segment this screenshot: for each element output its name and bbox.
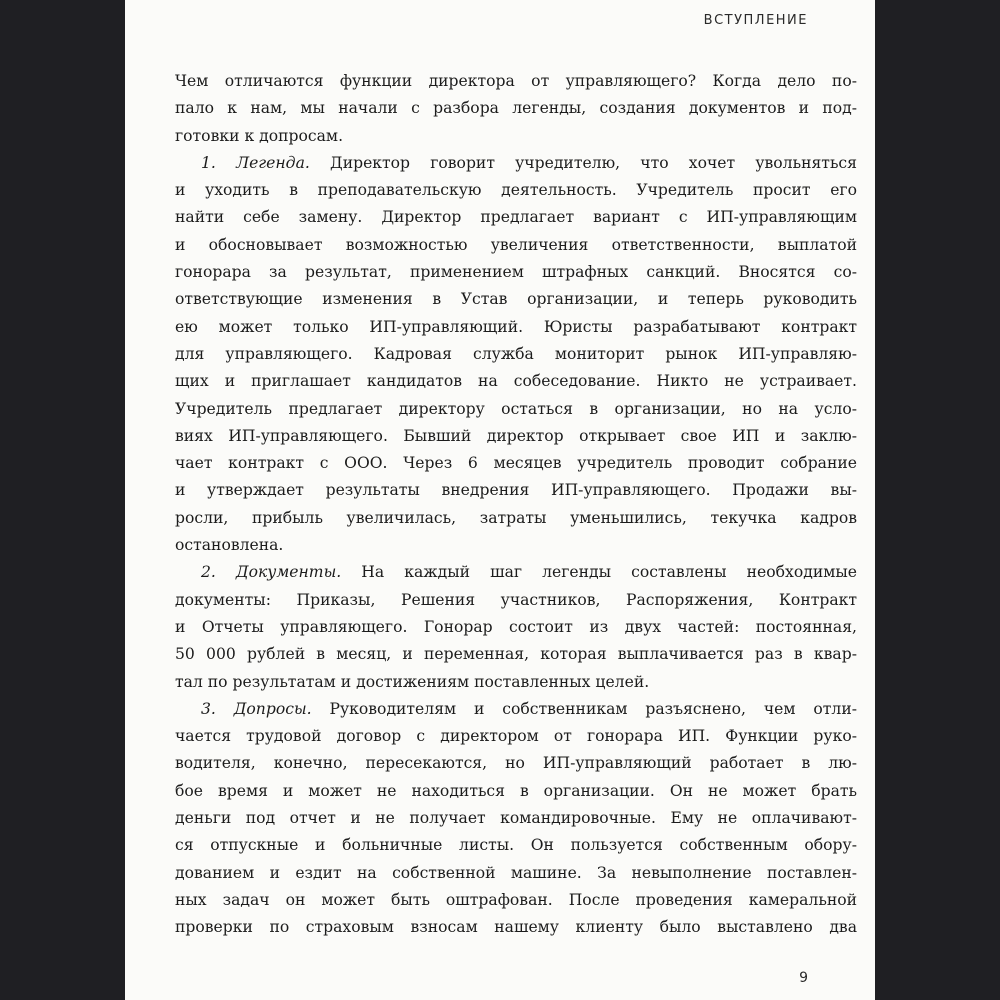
text-line: и Отчеты управляющего. Гонорар состоит из двух частей: постоянная, [175, 617, 857, 636]
item-label-documents: 2. Документы. [201, 563, 342, 582]
text-line: Учредитель предлагает директору остаться в организации, но на усло- [175, 399, 857, 418]
text-line: щих и приглашает кандидатов на собеседование. Никто не устраивает. [175, 372, 857, 391]
text-line: ею может только ИП-управляющий. Юристы разрабатывают контракт [175, 317, 857, 336]
item-text: Руководителям и собственникам разъяснено, чем отли- [311, 699, 857, 718]
text-line: бое время и может не находиться в организации. Он не может брать [175, 781, 857, 800]
page-number: 9 [799, 970, 808, 986]
book-page [125, 0, 875, 1000]
body-text [175, 68, 857, 942]
running-head: ВСТУПЛЕНИЕ [703, 13, 808, 28]
text-line [175, 696, 857, 723]
text-line [175, 150, 857, 177]
text-line: ных задач он может быть оштрафован. После проведения камеральной [175, 890, 857, 909]
text-line: чается трудовой договор с директором от гонорара ИП. Функции руко- [175, 727, 857, 746]
text-line: дованием и ездит на собственной машине. За невыполнение поставлен- [175, 863, 857, 882]
text-line [175, 559, 857, 586]
item-label-legend: 1. Легенда. [201, 153, 310, 172]
item-label-interrogations: 3. Допросы. [201, 699, 312, 718]
text-line: ответствующие изменения в Устав организации, и теперь руководить [175, 290, 857, 309]
text-line: и обосновывает возможностью увеличения ответственности, выплатой [175, 235, 857, 254]
text-line: и уходить в преподавательскую деятельность. Учредитель просит его [175, 181, 857, 200]
text-line: тал по результатам и достижениям поставленных целей. [175, 672, 650, 691]
text-line: 50 000 рублей в месяц, и переменная, которая выплачивается раз в квар- [175, 645, 857, 664]
text-line: гонорара за результат, применением штрафных санкций. Вносятся со- [175, 263, 857, 282]
text-line: ся отпускные и больничные листы. Он пользуется собственным обору- [175, 836, 857, 855]
text-line: найти себе замену. Директор предлагает вариант с ИП-управляющим [175, 208, 857, 227]
text-line: готовки к допросам. [175, 126, 344, 145]
text-line: пало к нам, мы начали с разбора легенды, создания документов и под- [175, 99, 857, 118]
text-line: проверки по страховым взносам нашему клиенту было выставлено два [175, 918, 857, 937]
text-line: чает контракт с ООО. Через 6 месяцев учредитель проводит собрание [175, 454, 857, 473]
text-line: и утверждает результаты внедрения ИП-управляющего. Продажи вы- [175, 481, 857, 500]
text-line: виях ИП-управляющего. Бывший директор открывает свое ИП и заклю- [175, 426, 857, 445]
item-text: Директор говорит учредителю, что хочет увольняться [309, 153, 857, 172]
text-line: остановлена. [175, 536, 284, 555]
text-line: Чем отличаются функции директора от управляющего? Когда дело по- [175, 72, 857, 90]
text-line: росли, прибыль увеличилась, затраты уменьшились, текучка кадров [175, 508, 857, 527]
text-line: документы: Приказы, Решения участников, Распоряжения, Контракт [175, 590, 857, 609]
text-line: водителя, конечно, пересекаются, но ИП-управляющий работает в лю- [175, 754, 857, 773]
text-line: для управляющего. Кадровая служба мониторит рынок ИП-управляю- [175, 344, 857, 363]
item-text: На каждый шаг легенды составлены необходимые [341, 563, 857, 582]
text-line: деньги под отчет и не получает командировочные. Ему не оплачивают- [175, 809, 857, 828]
